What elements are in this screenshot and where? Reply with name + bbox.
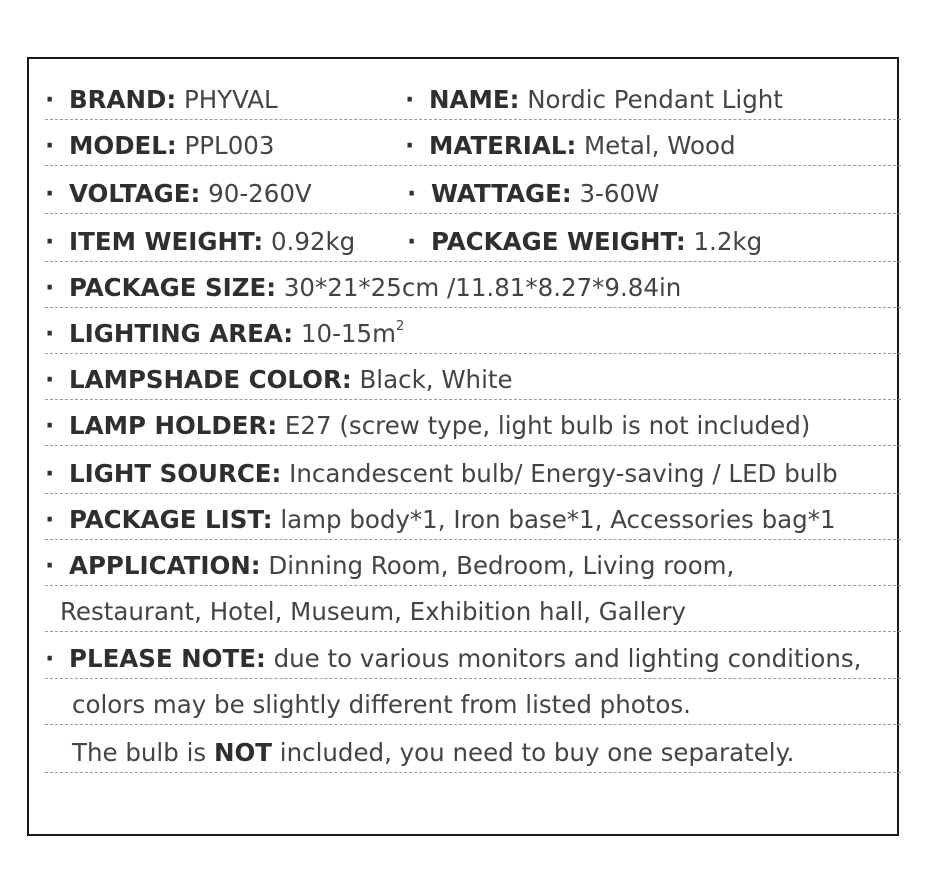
spec-key: WATTAGE: [431, 179, 572, 208]
spec-key: PACKAGE LIST: [69, 505, 273, 534]
spec-key: LIGHTING AREA: [69, 319, 294, 348]
spec-key: PACKAGE SIZE: [69, 273, 277, 302]
bullet-icon: · [45, 644, 55, 673]
spec-material [405, 131, 736, 160]
spec-brand [45, 85, 278, 114]
note-text: included, you need to buy one separately. [272, 738, 795, 767]
bullet-icon: · [45, 505, 55, 534]
bullet-icon: · [405, 131, 415, 160]
spec-light-source [45, 459, 838, 488]
spec-lamp-holder [45, 411, 811, 440]
spec-value: Metal, Wood [584, 131, 736, 160]
spec-row-voltage-wattage [45, 168, 901, 214]
spec-value: PHYVAL [183, 85, 278, 114]
spec-value: lamp body*1, Iron base*1, Accessories bag*1 [280, 505, 836, 534]
spec-row-lampshade-color [45, 354, 901, 400]
note-row-3 [45, 727, 901, 773]
note-emphasis: NOT [213, 738, 272, 767]
note-row-1 [45, 633, 910, 679]
note-line-2 [72, 690, 691, 719]
spec-row-brand-name [45, 74, 901, 120]
dashed-divider [45, 772, 901, 773]
spec-wattage [407, 179, 660, 208]
spec-value: Nordic Pendant Light [527, 85, 783, 114]
bullet-icon: · [45, 551, 55, 580]
spec-package-size [45, 273, 682, 302]
spec-row-package-size [45, 262, 901, 308]
spec-value: 1.2kg [693, 227, 763, 256]
note-row-2 [45, 679, 901, 725]
spec-value: 30*21*25cm /11.81*8.27*9.84in [283, 273, 682, 302]
spec-row-lighting-area [45, 308, 901, 354]
spec-row-weights [45, 216, 901, 262]
spec-row-model-material [45, 120, 901, 166]
spec-package-list [45, 505, 836, 534]
spec-value: Incandescent bulb/ Energy-saving / LED bulb [289, 459, 838, 488]
dashed-divider [45, 724, 901, 725]
dashed-divider [45, 631, 901, 632]
spec-value: 3-60W [579, 179, 660, 208]
spec-row-package-list [45, 494, 901, 540]
bullet-icon: · [407, 179, 417, 208]
dashed-divider [45, 213, 901, 214]
superscript: 2 [395, 319, 405, 334]
note-text: The bulb is [72, 738, 214, 767]
spec-value: Dinning Room, Bedroom, Living room, [268, 551, 735, 580]
spec-name [405, 85, 783, 114]
please-note [45, 644, 862, 673]
spec-key: APPLICATION: [69, 551, 261, 580]
spec-key: NAME: [429, 85, 520, 114]
bullet-icon: · [45, 227, 55, 256]
spec-value: PPL003 [184, 131, 275, 160]
bullet-icon: · [45, 179, 55, 208]
bullet-icon: · [45, 411, 55, 440]
spec-key: BRAND: [69, 85, 177, 114]
spec-lighting-area [45, 319, 405, 348]
bullet-icon: · [45, 273, 55, 302]
dashed-divider [45, 445, 901, 446]
spec-voltage [45, 179, 312, 208]
bullet-icon: · [45, 459, 55, 488]
note-text: colors may be slightly different from listed photos. [72, 690, 691, 719]
spec-row-lamp-holder [45, 400, 901, 446]
dashed-divider [45, 165, 901, 166]
spec-key: LIGHT SOURCE: [69, 459, 282, 488]
spec-application [45, 551, 735, 580]
spec-key: MATERIAL: [429, 131, 577, 160]
spec-application-continued [60, 597, 687, 626]
note-line-3 [72, 738, 795, 767]
spec-value: Restaurant, Hotel, Museum, Exhibition hall, Gallery [60, 597, 687, 626]
spec-value: 0.92kg [270, 227, 356, 256]
spec-key: VOLTAGE: [69, 179, 201, 208]
bullet-icon: · [405, 85, 415, 114]
spec-value: Black, White [359, 365, 513, 394]
spec-package-weight [407, 227, 763, 256]
bullet-icon: · [45, 319, 55, 348]
spec-row-application [45, 540, 901, 586]
spec-model [45, 131, 275, 160]
spec-key: PACKAGE WEIGHT: [431, 227, 686, 256]
spec-key: LAMPSHADE COLOR: [69, 365, 352, 394]
bullet-icon: · [45, 85, 55, 114]
spec-row-light-source [45, 448, 901, 494]
spec-lampshade-color [45, 365, 513, 394]
spec-key: MODEL: [69, 131, 177, 160]
spec-value: $10-15m^2$ [300, 319, 405, 348]
spec-row-application-continued [60, 586, 901, 632]
bullet-icon: · [45, 365, 55, 394]
spec-key: ITEM WEIGHT: [69, 227, 264, 256]
note-text: due to various monitors and lighting conditions, [273, 644, 862, 673]
spec-key: LAMP HOLDER: [69, 411, 278, 440]
spec-item-weight [45, 227, 356, 256]
spec-value: E27 (screw type, light bulb is not included) [284, 411, 811, 440]
bullet-icon: · [45, 131, 55, 160]
spec-value: 90-260V [208, 179, 312, 208]
note-key: PLEASE NOTE: [69, 644, 266, 673]
bullet-icon: · [407, 227, 417, 256]
